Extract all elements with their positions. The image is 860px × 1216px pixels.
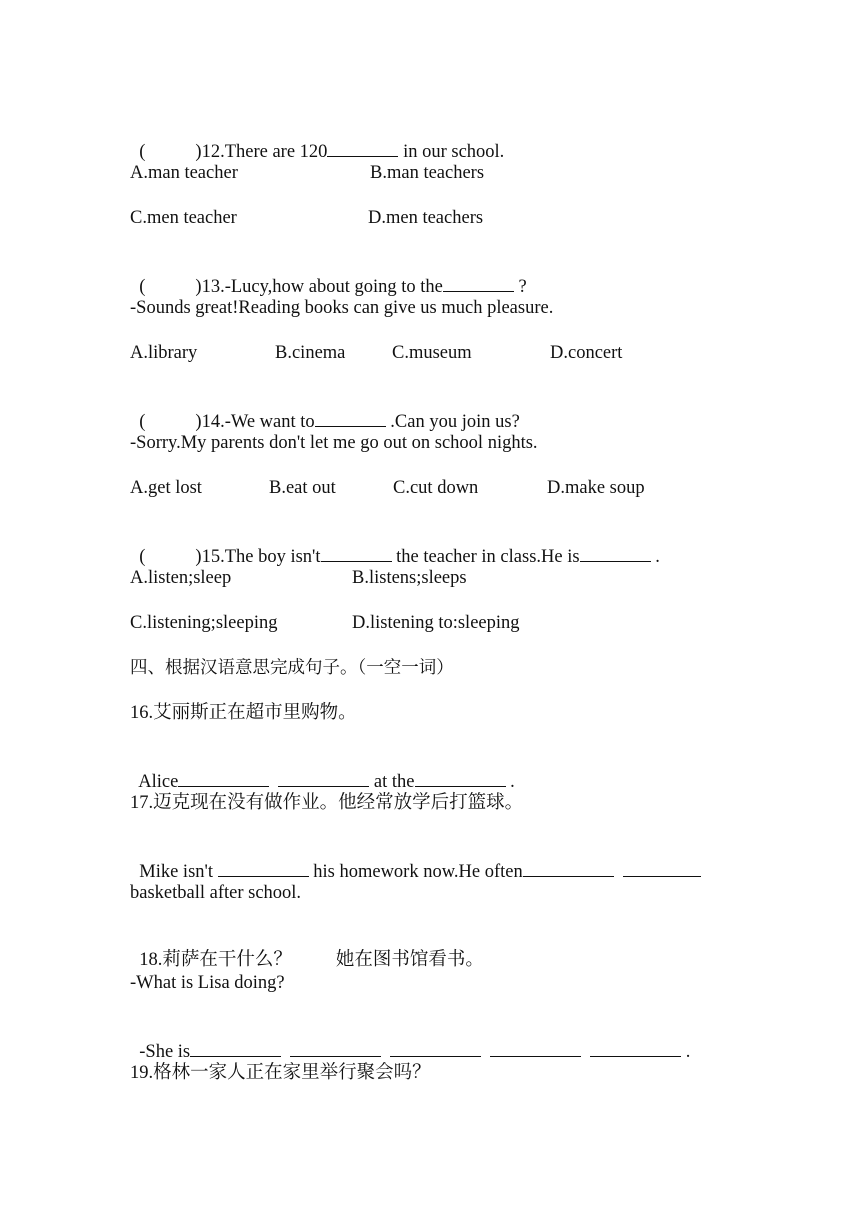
question-13-reply: -Sounds great!Reading books can give us much pleasure.: [130, 298, 554, 318]
question-17-sentence: [130, 837, 701, 883]
question-18-blank-3[interactable]: [390, 1039, 481, 1057]
question-16-chinese-text: 16.艾丽斯正在超市里购物。: [130, 703, 357, 723]
question-17-blank-1[interactable]: [218, 859, 309, 877]
question-18-chinese-b: 她在图书馆看书。: [335, 950, 484, 970]
question-12-blank[interactable]: [327, 139, 398, 157]
answer-paren-open: (: [139, 277, 146, 297]
question-15-text-c: .: [650, 547, 660, 567]
question-15-option-c: C.listening;sleeping: [130, 613, 278, 633]
question-16-text-a: Alice: [138, 772, 179, 792]
question-13-option-b: B.cinema: [275, 343, 346, 363]
question-14-reply: -Sorry.My parents don't let me go out on school nights.: [130, 433, 538, 453]
question-16-text-b: at the: [369, 772, 415, 792]
question-18-blank-5[interactable]: [590, 1039, 681, 1057]
answer-paren-open: (: [139, 142, 146, 162]
question-18-text-a: -She is: [139, 1042, 191, 1062]
question-16-text-c: .: [505, 772, 515, 792]
question-18-blank-2[interactable]: [290, 1039, 381, 1057]
question-17-blank-3[interactable]: [623, 859, 701, 877]
question-14-text-a: )14.-We want to: [195, 412, 315, 432]
question-18-blank-1[interactable]: [190, 1039, 281, 1057]
question-16-blank-2[interactable]: [278, 769, 369, 787]
question-12-option-b: B.man teachers: [370, 163, 485, 183]
question-15-text-b: the teacher in class.He is: [391, 547, 580, 567]
question-16-blank-3[interactable]: [415, 769, 506, 787]
question-17-chinese: [130, 792, 523, 814]
question-14-option-c: C.cut down: [393, 478, 479, 498]
question-16-blank-1[interactable]: [178, 769, 269, 787]
question-14-stem: [130, 387, 520, 433]
question-18-text-end: .: [681, 1042, 691, 1062]
question-12-option-a: A.man teacher: [130, 163, 238, 183]
question-12-option-d: D.men teachers: [368, 208, 484, 228]
question-15-blank-1[interactable]: [321, 544, 392, 562]
question-17-chinese-text: 17.迈克现在没有做作业。他经常放学后打篮球。: [130, 793, 524, 813]
question-14-text-b: .Can you join us?: [385, 412, 520, 432]
question-19-chinese-text: 19.格林一家人正在家里举行聚会吗？: [130, 1063, 431, 1083]
question-19-chinese: [130, 1062, 431, 1084]
question-15-blank-2[interactable]: [580, 544, 651, 562]
question-14-option-b: B.eat out: [269, 478, 336, 498]
question-12-text-a: )12.There are 120: [195, 142, 328, 162]
question-13-text-a: )13.-Lucy,how about going to the: [195, 277, 443, 297]
question-14-blank[interactable]: [315, 409, 386, 427]
answer-paren-open: (: [139, 412, 146, 432]
question-13-blank[interactable]: [443, 274, 514, 292]
question-15-option-a: A.listen;sleep: [130, 568, 232, 588]
question-13-option-c: C.museum: [392, 343, 472, 363]
question-17-line-2: basketball after school.: [130, 883, 302, 903]
question-15-text-a: )15.The boy isn't: [195, 547, 321, 567]
answer-paren-open: (: [139, 547, 146, 567]
question-18-blank-4[interactable]: [490, 1039, 581, 1057]
question-13-text-b: ?: [513, 277, 527, 297]
question-13-stem: [130, 252, 527, 298]
question-17-text-a: Mike isn't: [139, 862, 218, 882]
question-14-option-d: D.make soup: [547, 478, 645, 498]
question-17-blank-2[interactable]: [523, 859, 614, 877]
question-18-answer: [130, 1017, 690, 1063]
question-16-chinese: [130, 702, 357, 724]
question-12-option-c: C.men teacher: [130, 208, 237, 228]
question-17-text-b: his homework now.He often: [308, 862, 523, 882]
question-16-sentence: [130, 747, 515, 793]
question-18-chinese: [130, 927, 484, 971]
question-12-text-b: in our school.: [398, 142, 505, 162]
question-15-stem: [130, 522, 660, 568]
question-15-option-b: B.listens;sleeps: [352, 568, 467, 588]
question-13-option-d: D.concert: [550, 343, 623, 363]
question-15-option-d: D.listening to:sleeping: [352, 613, 520, 633]
question-18-chinese-a: 18.莉萨在干什么？: [139, 950, 292, 970]
question-18-question: -What is Lisa doing?: [130, 973, 285, 993]
question-13-option-a: A.library: [130, 343, 198, 363]
question-14-option-a: A.get lost: [130, 478, 202, 498]
section-4-heading: 四、根据汉语意思完成句子。（一空一词）: [130, 658, 454, 678]
question-12-stem: [130, 117, 504, 163]
